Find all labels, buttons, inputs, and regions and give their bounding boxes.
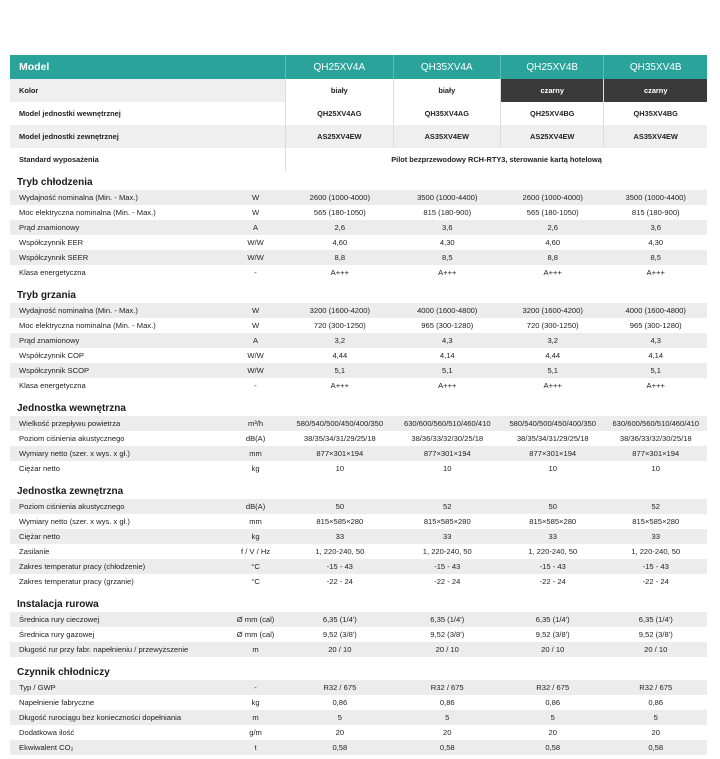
table-row	[10, 740, 707, 755]
row-unit: A	[253, 223, 259, 232]
cell: 2600 (1000-4000)	[522, 193, 583, 202]
cell: 630/600/560/510/460/410	[403, 419, 491, 428]
row-label: Współczynnik EER	[19, 238, 84, 247]
cell: -22 - 24	[434, 577, 461, 586]
cell: 4,30	[439, 238, 455, 247]
section-title: Jednostka wewnętrzna	[17, 403, 126, 414]
outdoor-model-row	[10, 125, 707, 148]
standard-equipment-value: Pilot bezprzewodowy RCH-RTY3, sterowanie kartą hotelową	[391, 155, 602, 164]
cell: 8,5	[650, 253, 662, 262]
cell: 5	[550, 713, 555, 722]
section-gap	[10, 755, 707, 759]
table-row	[10, 348, 707, 363]
row-label: Zakres temperatur pracy (grzanie)	[19, 577, 134, 586]
cell: 10	[443, 464, 452, 473]
spec-sheet	[10, 55, 707, 759]
section-title: Czynnik chłodniczy	[17, 667, 110, 678]
cell: 8,8	[547, 253, 559, 262]
cell: 9,52 (3/8')	[322, 630, 357, 639]
table-row	[10, 318, 707, 333]
cell: -15 - 43	[539, 562, 566, 571]
cell: A+++	[543, 381, 562, 390]
row-unit: W	[251, 193, 260, 202]
table-row	[10, 220, 707, 235]
row-label: Klasa energetyczna	[19, 268, 86, 277]
color-row	[10, 79, 707, 102]
row-label: Moc elektryczna nominalna (Min. - Max.)	[19, 321, 156, 330]
cell: 20 / 10	[644, 645, 668, 654]
row-unit: dB(A)	[245, 434, 266, 443]
table-row	[10, 378, 707, 393]
section-title: Jednostka zewnętrzna	[17, 486, 124, 497]
cell: 52	[443, 502, 452, 511]
table-row	[10, 499, 707, 514]
table-row	[10, 612, 707, 627]
cell: 38/35/34/31/29/25/18	[516, 434, 589, 443]
row-unit: W/W	[247, 238, 264, 247]
cell: 5	[445, 713, 450, 722]
cell: 2,6	[547, 223, 559, 232]
row-label: Średnica rury cieczowej	[19, 615, 100, 624]
row-label: Ciężar netto	[19, 464, 60, 473]
cell: czarny	[604, 79, 707, 102]
cell: 0,58	[648, 743, 664, 752]
cell: A+++	[438, 268, 457, 277]
cell: QH25XV4BG	[501, 102, 605, 125]
cell: QH25XV4AG	[286, 102, 393, 125]
cell: 3,6	[650, 223, 662, 232]
row-unit: W/W	[247, 366, 264, 375]
row-unit: W/W	[247, 351, 264, 360]
cell: 1, 220-240, 50	[422, 547, 472, 556]
cell: A+++	[646, 268, 665, 277]
section-title: Instalacja rurowa	[17, 599, 99, 610]
row-unit: mm	[249, 449, 262, 458]
row-label: Kolor	[10, 79, 286, 102]
cell: 20	[548, 728, 557, 737]
cell: 4,14	[648, 351, 664, 360]
cell: 720 (300-1250)	[313, 321, 366, 330]
sections	[10, 171, 707, 759]
row-unit: mm	[249, 517, 262, 526]
table-row	[10, 190, 707, 205]
cell: 877×301×194	[529, 449, 577, 458]
row-label: Współczynnik SEER	[19, 253, 89, 262]
cell: -22 - 24	[642, 577, 669, 586]
cell: 815×585×280	[632, 517, 680, 526]
cell: 9,52 (3/8')	[430, 630, 465, 639]
table-row	[10, 680, 707, 695]
cell: 38/36/33/32/30/25/18	[411, 434, 484, 443]
cell: 565 (180-1050)	[526, 208, 579, 217]
row-label: Dodatkowa ilość	[19, 728, 75, 737]
cell: 20	[651, 728, 660, 737]
cell: R32 / 675	[430, 683, 464, 692]
row-label: Średnica rury gazowej	[19, 630, 95, 639]
cell: 5,1	[650, 366, 662, 375]
cell: 3500 (1000-4400)	[625, 193, 686, 202]
row-label: Ekwiwalent CO₂	[19, 743, 74, 752]
table-row	[10, 627, 707, 642]
cell: -15 - 43	[434, 562, 461, 571]
standard-equipment-row	[10, 148, 707, 171]
cell: 1, 220-240, 50	[528, 547, 578, 556]
cell: A+++	[330, 381, 350, 390]
cell: 20 / 10	[541, 645, 565, 654]
row-unit: t	[254, 743, 257, 752]
cell: 0,86	[439, 698, 455, 707]
cell: 33	[548, 532, 557, 541]
model-col-2: QH35XV4A	[394, 55, 501, 79]
cell: 20	[335, 728, 345, 737]
cell: 50	[548, 502, 557, 511]
table-row	[10, 431, 707, 446]
indoor-model-row	[10, 102, 707, 125]
row-label: Klasa energetyczna	[19, 381, 86, 390]
cell: 20 / 10	[435, 645, 459, 654]
table-row	[10, 446, 707, 461]
model-col-3: QH25XV4B	[501, 55, 605, 79]
table-row	[10, 363, 707, 378]
cell: 965 (300-1280)	[629, 321, 682, 330]
cell: 0,86	[648, 698, 664, 707]
cell: 0,58	[332, 743, 348, 752]
cell: AS25XV4EW	[286, 125, 393, 148]
row-unit: m³/h	[247, 419, 264, 428]
cell: 20 / 10	[328, 645, 352, 654]
row-unit: m	[252, 713, 259, 722]
cell: 9,52 (3/8')	[535, 630, 570, 639]
row-label: Napełnienie fabryczne	[19, 698, 95, 707]
cell: 9,52 (3/8')	[638, 630, 673, 639]
cell: 815 (180-900)	[631, 208, 680, 217]
row-unit: -	[254, 381, 257, 390]
model-col-4: QH35XV4B	[629, 61, 682, 73]
row-label: Prąd znamionowy	[19, 336, 80, 345]
cell: 877×301×194	[316, 449, 364, 458]
table-row	[10, 461, 707, 476]
model-col-1: QH25XV4A	[286, 55, 393, 79]
row-label: Moc elektryczna nominalna (Min. - Max.)	[19, 208, 156, 217]
cell: 4,30	[648, 238, 664, 247]
cell: 0,58	[439, 743, 455, 752]
cell: -15 - 43	[642, 562, 669, 571]
cell: 6,35 (1/4')	[638, 615, 673, 624]
cell: QH35XV4BG	[633, 109, 678, 118]
cell: 4,3	[441, 336, 453, 345]
cell: 5,1	[547, 366, 559, 375]
row-unit: W	[251, 208, 260, 217]
table-row	[10, 559, 707, 574]
cell: 3200 (1600-4200)	[309, 306, 371, 315]
cell: biały	[394, 79, 501, 102]
cell: 50	[335, 502, 345, 511]
table-row	[10, 205, 707, 220]
cell: 3,2	[334, 336, 346, 345]
row-unit: f / V / Hz	[240, 547, 271, 556]
row-label: Ciężar netto	[19, 532, 60, 541]
cell: 10	[335, 464, 345, 473]
cell: 3200 (1600-4200)	[522, 306, 583, 315]
cell: 2,6	[334, 223, 346, 232]
cell: A+++	[438, 381, 457, 390]
row-unit: Ø mm (cal)	[236, 615, 275, 624]
cell: -22 - 24	[326, 577, 353, 586]
cell: czarny	[501, 79, 605, 102]
row-unit: m	[252, 645, 259, 654]
table-row	[10, 529, 707, 544]
table-row	[10, 235, 707, 250]
row-unit: W	[251, 306, 260, 315]
cell: 580/540/500/450/400/350	[296, 419, 384, 428]
cell: 52	[651, 502, 660, 511]
cell: 10	[651, 464, 660, 473]
section-title: Tryb chłodzenia	[17, 177, 93, 188]
cell: A+++	[330, 268, 350, 277]
cell: 38/36/33/32/30/25/18	[619, 434, 692, 443]
cell: 877×301×194	[632, 449, 680, 458]
table-row	[10, 416, 707, 431]
cell: 0,58	[545, 743, 561, 752]
cell: 720 (300-1250)	[526, 321, 579, 330]
cell: 4,3	[650, 336, 662, 345]
section-title: Tryb grzania	[17, 290, 76, 301]
row-label: Współczynnik SCOP	[19, 366, 90, 375]
row-label: Wymiary netto (szer. x wys. x gł.)	[19, 517, 130, 526]
table-row	[10, 303, 707, 318]
cell: 8,5	[441, 253, 453, 262]
row-unit: kg	[251, 698, 260, 707]
row-unit: A	[253, 336, 259, 345]
cell: 3500 (1000-4400)	[417, 193, 478, 202]
row-label: Długość rur przy fabr. napełnieniu / przewyższenie	[19, 645, 189, 654]
row-unit: dB(A)	[245, 502, 266, 511]
cell: 580/540/500/450/400/350	[509, 419, 597, 428]
row-unit: W	[251, 321, 260, 330]
cell: 2600 (1000-4000)	[309, 193, 371, 202]
cell: 6,35 (1/4')	[322, 615, 357, 624]
row-label: Model jednostki zewnętrznej	[10, 125, 286, 148]
cell: 815×585×280	[529, 517, 577, 526]
header-row	[10, 55, 707, 79]
cell: 10	[548, 464, 557, 473]
row-unit: kg	[251, 532, 260, 541]
row-label: Współczynnik COP	[19, 351, 84, 360]
cell: biały	[286, 79, 393, 102]
cell: 1, 220-240, 50	[315, 547, 365, 556]
cell: 630/600/560/510/460/410	[612, 419, 700, 428]
cell: 4000 (1600-4800)	[417, 306, 478, 315]
cell: 4,60	[332, 238, 348, 247]
cell: 3,2	[547, 336, 559, 345]
row-label: Wymiary netto (szer. x wys. x gł.)	[19, 449, 130, 458]
cell: 0,86	[545, 698, 561, 707]
table-row	[10, 710, 707, 725]
table-row	[10, 642, 707, 657]
cell: 4000 (1600-4800)	[625, 306, 686, 315]
row-label: Prąd znamionowy	[19, 223, 80, 232]
cell: 4,44	[332, 351, 348, 360]
row-unit: W/W	[247, 253, 264, 262]
cell: R32 / 675	[536, 683, 570, 692]
cell: AS35XV4EW	[633, 132, 678, 141]
cell: AS25XV4EW	[501, 125, 605, 148]
table-row	[10, 514, 707, 529]
table-row	[10, 265, 707, 280]
cell: 5	[337, 713, 342, 722]
table-row	[10, 725, 707, 740]
cell: R32 / 675	[639, 683, 673, 692]
cell: 3,6	[441, 223, 453, 232]
cell: 6,35 (1/4')	[430, 615, 465, 624]
cell: 33	[335, 532, 345, 541]
row-unit: Ø mm (cal)	[236, 630, 275, 639]
cell: 1, 220-240, 50	[631, 547, 681, 556]
row-label: Zasilanie	[19, 547, 50, 556]
row-label: Długość rurociągu bez konieczności dopełniania	[19, 713, 182, 722]
cell: 4,44	[545, 351, 561, 360]
cell: 815×585×280	[316, 517, 364, 526]
cell: 815×585×280	[423, 517, 471, 526]
cell: AS35XV4EW	[394, 125, 501, 148]
row-label: Wydajność nominalna (Min. - Max.)	[19, 193, 138, 202]
cell: 5	[653, 713, 658, 722]
cell: 0,86	[332, 698, 348, 707]
cell: 5,1	[334, 366, 346, 375]
cell: 815 (180-900)	[423, 208, 472, 217]
row-unit: -	[254, 683, 257, 692]
row-label: Standard wyposażenia	[10, 148, 286, 171]
cell: 877×301×194	[423, 449, 471, 458]
model-header: Model	[10, 55, 286, 79]
row-label: Wydajność nominalna (Min. - Max.)	[19, 306, 138, 315]
table-row	[10, 544, 707, 559]
cell: 33	[651, 532, 660, 541]
table-row	[10, 574, 707, 589]
row-label: Typ / GWP	[19, 683, 56, 692]
cell: 8,8	[334, 253, 346, 262]
cell: QH35XV4AG	[394, 102, 501, 125]
row-label: Zakres temperatur pracy (chłodzenie)	[19, 562, 146, 571]
row-unit: -	[254, 268, 257, 277]
row-label: Wielkość przepływu powietrza	[19, 419, 121, 428]
row-unit: °C	[251, 562, 260, 571]
table-row	[10, 333, 707, 348]
cell: 20	[443, 728, 452, 737]
cell: A+++	[543, 268, 562, 277]
cell: R32 / 675	[323, 683, 357, 692]
row-unit: kg	[251, 464, 260, 473]
table-row	[10, 695, 707, 710]
cell: 4,14	[439, 351, 455, 360]
cell: 565 (180-1050)	[313, 208, 366, 217]
cell: 965 (300-1280)	[421, 321, 474, 330]
cell: 5,1	[441, 366, 453, 375]
cell: 33	[443, 532, 452, 541]
row-label: Model jednostki wewnętrznej	[10, 102, 286, 125]
row-label: Poziom ciśnienia akustycznego	[19, 434, 125, 443]
cell: 4,60	[545, 238, 561, 247]
row-unit: g/m	[249, 728, 262, 737]
cell: -15 - 43	[326, 562, 353, 571]
row-label: Poziom ciśnienia akustycznego	[19, 502, 125, 511]
cell: A+++	[646, 381, 665, 390]
table-row	[10, 250, 707, 265]
cell: -22 - 24	[539, 577, 566, 586]
cell: 38/35/34/31/29/25/18	[303, 434, 376, 443]
cell: 6,35 (1/4')	[535, 615, 570, 624]
row-unit: °C	[251, 577, 260, 586]
